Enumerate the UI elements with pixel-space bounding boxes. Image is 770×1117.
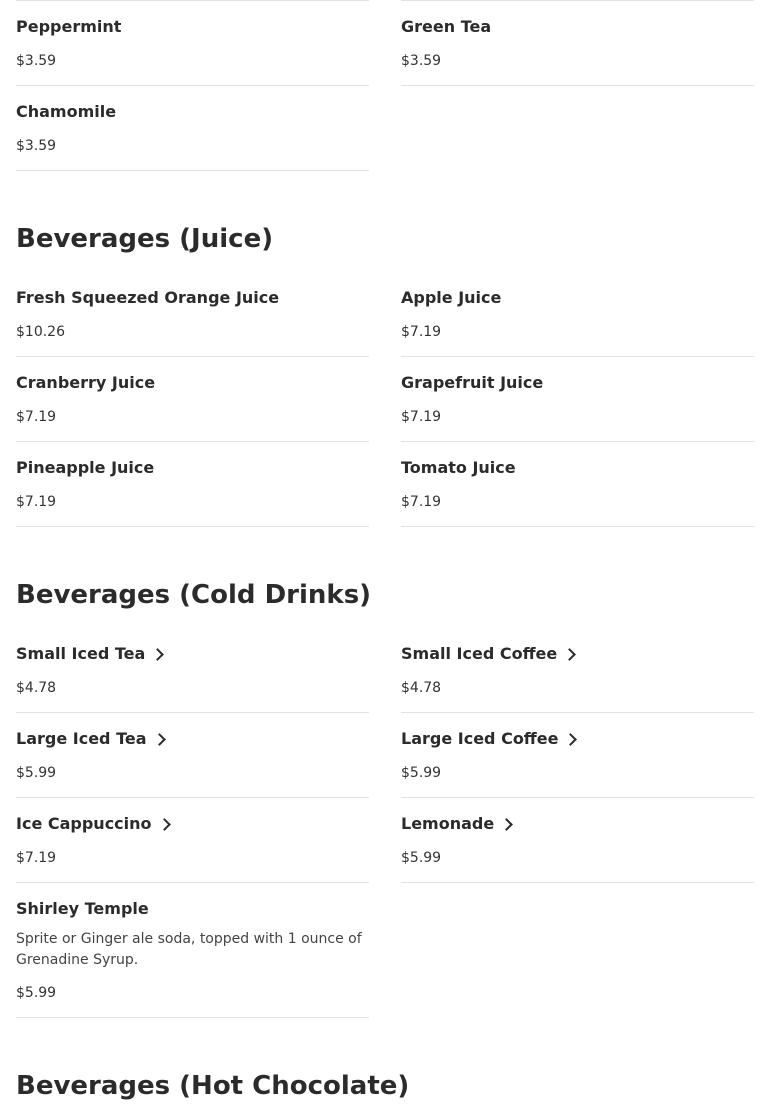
menu-item-shirley-temple[interactable]	[16, 883, 369, 1018]
item-name: Green Tea	[401, 17, 492, 36]
item-name: Apple Juice	[401, 288, 502, 307]
menu-item-ice-cappuccino[interactable]	[16, 798, 369, 883]
item-price: $3.59	[401, 53, 442, 69]
menu-item-tomato-juice[interactable]	[401, 442, 754, 527]
item-name: Pineapple Juice	[16, 458, 155, 477]
menu-item-lemonade[interactable]	[401, 798, 754, 883]
item-price: $3.59	[16, 53, 57, 69]
item-name: Large Iced Tea	[16, 729, 147, 748]
chevron-right-icon	[565, 733, 578, 746]
item-price: $5.99	[16, 985, 57, 1001]
menu-item-grapefruit-juice[interactable]	[401, 357, 754, 442]
item-name: Small Iced Tea	[16, 644, 146, 663]
item-price: $10.26	[16, 324, 65, 340]
item-price: $7.19	[16, 409, 57, 425]
item-price: $5.99	[401, 850, 442, 866]
item-name: Tomato Juice	[401, 458, 516, 477]
item-name: Cranberry Juice	[16, 373, 156, 392]
item-name: Fresh Squeezed Orange Juice	[16, 288, 280, 307]
menu-item-small-iced-tea[interactable]	[16, 628, 369, 713]
item-name: Grapefruit Juice	[401, 373, 544, 392]
menu-item-pineapple-juice[interactable]	[16, 442, 369, 527]
item-price: $7.19	[401, 409, 442, 425]
item-price: $7.19	[401, 324, 442, 340]
menu-item-small-iced-coffee[interactable]	[401, 628, 754, 713]
menu-item-cranberry-juice[interactable]	[16, 357, 369, 442]
item-price: $4.78	[401, 680, 442, 696]
item-name: Lemonade	[401, 814, 495, 833]
item-name: Peppermint	[16, 17, 122, 36]
section-title-hot-chocolate: Beverages (Hot Chocolate)	[16, 1071, 410, 1101]
item-price: $7.19	[401, 494, 442, 510]
item-price: $3.59	[16, 138, 57, 154]
item-price: $7.19	[16, 494, 57, 510]
menu-item-orange-juice[interactable]	[16, 272, 369, 357]
item-name: Shirley Temple	[16, 899, 149, 918]
cold-drinks-items-grid	[16, 628, 754, 1018]
item-name: Small Iced Coffee	[401, 644, 558, 663]
item-name: Large Iced Coffee	[401, 729, 559, 748]
menu-item-large-iced-coffee[interactable]	[401, 713, 754, 798]
item-price: $5.99	[401, 765, 442, 781]
menu-item-apple-juice[interactable]	[401, 272, 754, 357]
menu-item-peppermint[interactable]	[16, 1, 369, 86]
item-name: Ice Cappuccino	[16, 814, 152, 833]
tea-items-grid	[16, 1, 754, 171]
item-price: $5.99	[16, 765, 57, 781]
chevron-right-icon	[153, 733, 166, 746]
section-title-cold-drinks: Beverages (Cold Drinks)	[16, 580, 372, 610]
menu-item-green-tea[interactable]	[401, 1, 754, 86]
item-price: $7.19	[16, 850, 57, 866]
chevron-right-icon	[158, 818, 171, 831]
juice-items-grid	[16, 272, 754, 527]
chevron-right-icon	[151, 648, 164, 661]
menu-item-chamomile[interactable]	[16, 86, 369, 171]
menu-item-large-iced-tea[interactable]	[16, 713, 369, 798]
item-description: Sprite or Ginger ale soda, topped with 1 ounce of Grenadine Syrup.	[16, 931, 362, 968]
chevron-right-icon	[563, 648, 576, 661]
item-name: Chamomile	[16, 102, 117, 121]
item-price: $4.78	[16, 680, 57, 696]
chevron-right-icon	[500, 818, 513, 831]
section-title-juice: Beverages (Juice)	[16, 224, 274, 254]
